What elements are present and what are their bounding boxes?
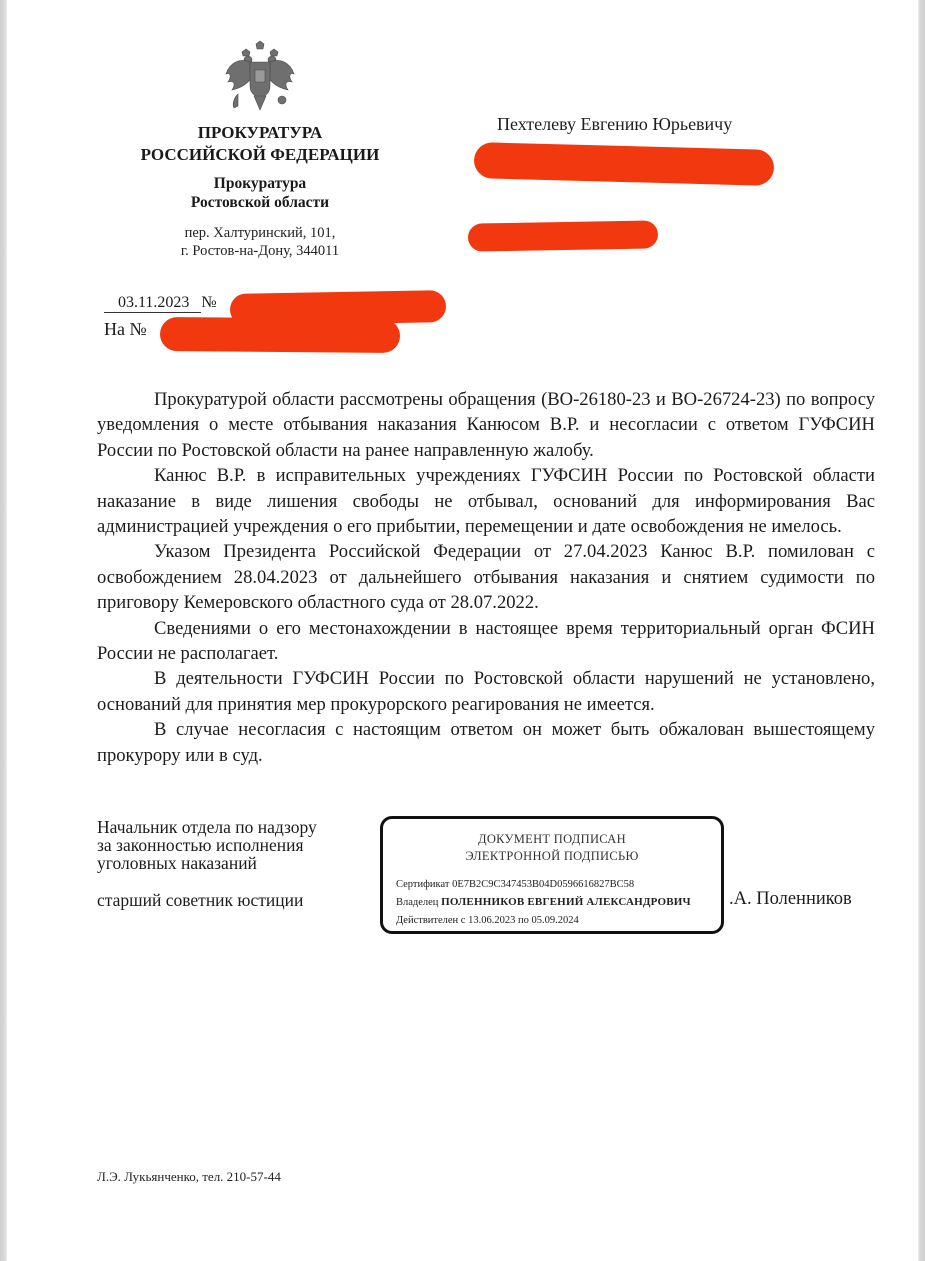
stamp-valid-to-label: по [517, 915, 529, 926]
stamp-validity [396, 915, 579, 926]
address-line1: пер. Халтуринский, 101, [184, 225, 336, 241]
in-reply-label: На № [104, 319, 147, 339]
coat-of-arms-icon [220, 40, 300, 118]
outgoing-date: 03.11.2023 [104, 294, 201, 313]
body-paragraph: В случае несогласия с настоящим ответом он может быть обжалован вышестоящему прокурору или в суд. [97, 719, 875, 766]
body-paragraph: Сведениями о его местонахождении в настоящее время территориальный орган ФСИН России не располагает. [97, 617, 875, 665]
stamp-owner [396, 896, 691, 908]
dept-title-line2: Ростовской области [190, 194, 330, 211]
stamp-title-line1: ДОКУМЕНТ ПОДПИСАН [478, 832, 626, 846]
stamp-cert-label: Сертификат [396, 879, 450, 890]
recipient-name: Пехтелеву Евгению Юрьевичу [497, 114, 733, 134]
stamp-owner-value: ПОЛЕННИКОВ ЕВГЕНИЙ АЛЕКСАНДРОВИЧ [441, 896, 691, 908]
body-paragraph: В деятельности ГУФСИН России по Ростовской области нарушений не установлено, оснований для принятия мер прокурорского реагирования не имеется. [97, 668, 875, 715]
signer-position-line3: уголовных наказаний [97, 853, 257, 873]
outgoing-number-label: № [201, 294, 217, 311]
signer-position-line1: Начальник отдела по надзору [97, 817, 317, 837]
stamp-valid-label: Действителен с [396, 915, 466, 926]
stamp-owner-label: Владелец [396, 897, 439, 908]
address-line2: г. Ростов-на-Дону, 344011 [180, 243, 340, 259]
signer-rank: старший советник юстиции [97, 890, 304, 910]
page-edge-left [0, 0, 7, 1261]
body-paragraph: Канюс В.Р. в исправительных учреждениях ГУФСИН России по Ростовской области наказание в виде лишения свободы не отбывал, оснований для информирования Вас администрацией учреждения о его прибытии, перемещении и дате освобождения не имелось. [97, 465, 875, 538]
redaction-recipient-address-1 [474, 142, 775, 186]
letter-body [97, 387, 875, 768]
executor-contact: Л.Э. Лукьянченко, тел. 210-57-44 [97, 1169, 281, 1184]
stamp-valid-to: 05.09.2024 [531, 915, 579, 926]
org-title-line1: ПРОКУРАТУРА [197, 123, 323, 142]
redaction-recipient-address-2 [468, 220, 658, 251]
org-title-line2: РОССИЙСКОЙ ФЕДЕРАЦИИ [140, 145, 380, 164]
outgoing-date-line [104, 294, 217, 313]
stamp-valid-from: 13.06.2023 [468, 915, 516, 926]
signer-position-line2: за законностью исполнения [97, 835, 304, 855]
stamp-title-line2: ЭЛЕКТРОННОЙ ПОДПИСЬЮ [465, 849, 639, 863]
page-edge-right [918, 0, 925, 1261]
dept-title-line1: Прокуратура [213, 175, 307, 192]
stamp-certificate [396, 879, 634, 890]
body-paragraph: Прокуратурой области рассмотрены обращения (ВО-26180-23 и ВО-26724-23) по вопросу уведомления о месте отбывания наказания Канюсом В.Р. и несогласии с ответом ГУФСИН России по Ростовской области на ранее направленную жалобу. [97, 389, 875, 461]
redaction-in-reply-number [160, 317, 400, 353]
stamp-cert-value: 0E7B2C9C347453B04D0596616827BC58 [452, 879, 635, 890]
body-paragraph: Указом Президента Российской Федерации от 27.04.2023 Канюс В.Р. помилован с освобождением 28.04.2023 от дальнейшего отбывания наказания и снятием судимости по приговору Кемеровского областного суда от 28.07.2022. [97, 541, 875, 614]
electronic-signature-stamp [380, 816, 724, 934]
signer-name: .А. Поленников [729, 889, 852, 909]
